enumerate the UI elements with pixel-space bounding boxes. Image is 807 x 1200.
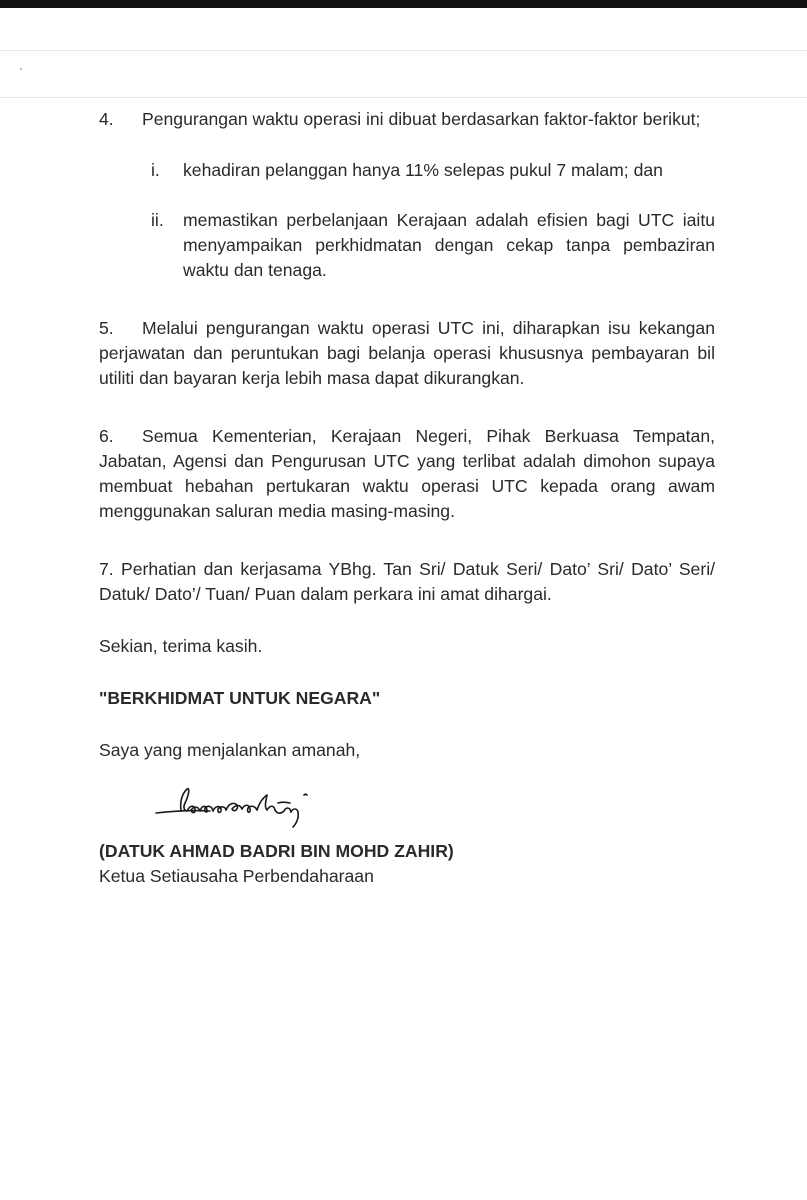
paragraph-number: 6. (99, 426, 114, 446)
paragraph-6 (99, 424, 715, 524)
paragraph-text: Melalui pengurangan waktu operasi UTC ini, diharapkan isu kekangan perjawatan dan peruntukan bagi belanja operasi khususnya pembayaran bil utiliti dan bayaran kerja lebih masa dapat dikurangkan. (99, 318, 715, 388)
paragraph-number: 4. (99, 109, 114, 129)
paragraph-number: 5. (99, 318, 114, 338)
scan-speck (20, 68, 22, 70)
signature-area (99, 763, 715, 839)
scan-top-edge (0, 0, 807, 8)
paragraph-text: Pengurangan waktu operasi ini dibuat berdasarkan faktor-faktor berikut; (142, 109, 701, 129)
signatory-title: Ketua Setiausaha Perbendaharaan (99, 866, 374, 886)
sign-off: Saya yang menjalankan amanah, (99, 740, 361, 760)
paragraph-7: 7. Perhatian dan kerjasama YBhg. Tan Sri/ Datuk Seri/ Dato’ Sri/ Dato’ Seri/ Datuk/ Dato’/ Tuan/ Puan dalam perkara ini amat dihargai. (99, 559, 715, 604)
closing-remark: Sekian, terima kasih. (99, 636, 263, 656)
handwritten-signature (154, 781, 354, 833)
scan-line (0, 97, 807, 98)
list-item-number: ii. (151, 210, 164, 230)
list-item-text: memastikan perbelanjaan Kerajaan adalah efisien bagi UTC iaitu menyampaikan perkhidmatan dengan cekap tanpa pembaziran waktu dan tenaga. (183, 210, 715, 280)
letter-body (99, 107, 715, 889)
list-item (99, 208, 715, 283)
list-item-number: i. (151, 160, 160, 180)
list-item (99, 158, 715, 183)
paragraph-text: Semua Kementerian, Kerajaan Negeri, Pihak Berkuasa Tempatan, Jabatan, Agensi dan Pengurusan UTC yang terlibat adalah dimohon supaya membuat hebahan pertukaran waktu operasi UTC kepada orang awam menggunakan saluran media masing-masing. (99, 426, 715, 521)
paragraph-4 (99, 107, 715, 132)
motto: "BERKHIDMAT UNTUK NEGARA" (99, 688, 381, 708)
paragraph-5 (99, 316, 715, 391)
signatory-name: (DATUK AHMAD BADRI BIN MOHD ZAHIR) (99, 841, 454, 861)
scan-line (0, 50, 807, 51)
list-item-text: kehadiran pelanggan hanya 11% selepas pukul 7 malam; dan (183, 160, 663, 180)
